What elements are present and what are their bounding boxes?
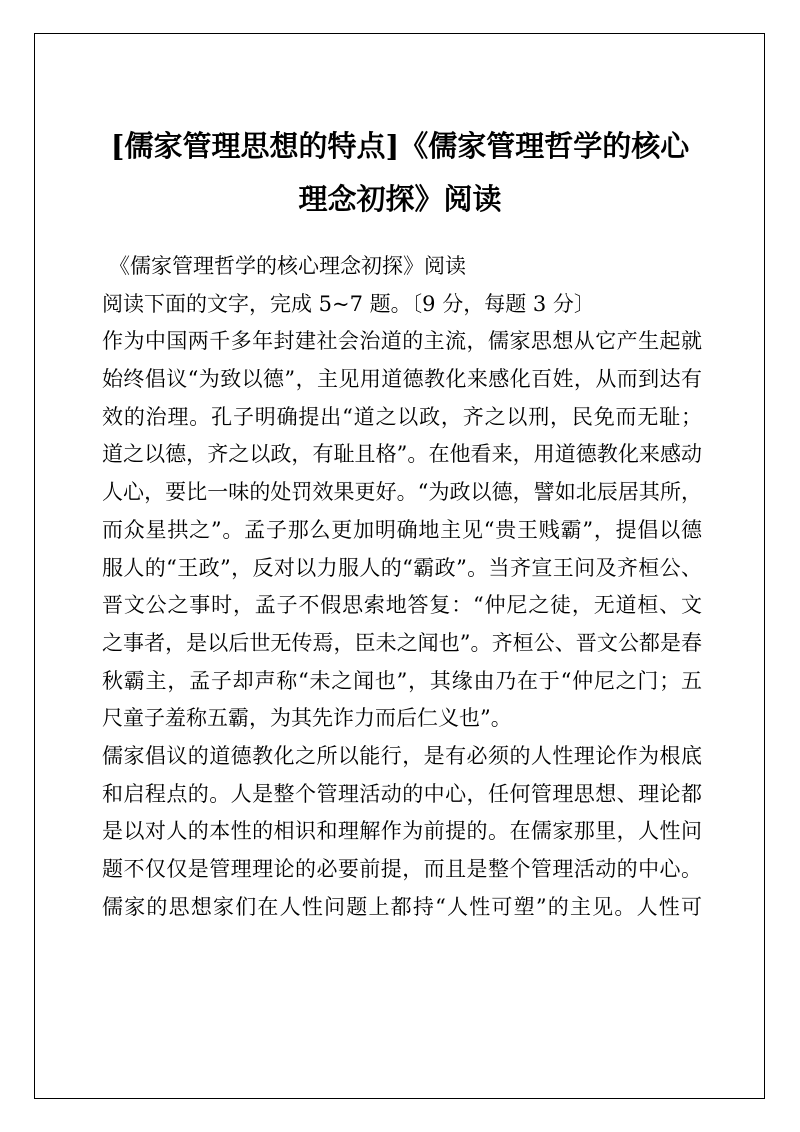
subtitle-line: 《儒家管理哲学的核心理念初探》阅读 (109, 254, 466, 278)
paragraph-line: 服人的“王政”，反对以力服人的“霸政”。当齐宣王问及齐桓公、 (102, 555, 702, 580)
paragraph-line: 效的治理。孔子明确提出“道之以政，齐之以刑，民免而无耻； (102, 404, 702, 429)
paragraph-line: 和启程点的。人是整个管理活动的中心，任何管理思想、理论都 (102, 781, 702, 806)
paragraph-line: 人心，要比一味的处罚效果更好。“为政以德，譬如北辰居其所， (102, 480, 702, 505)
paragraph-line: 始终倡议“为致以德”，主见用道德教化来感化百姓，从而到达有 (102, 367, 702, 392)
paragraph-line: 而众星拱之”。孟子那么更加明确地主见“贵王贱霸”，提倡以德 (102, 517, 702, 542)
document-body (102, 248, 702, 926)
paragraph-line: 作为中国两千多年封建社会治道的主流，儒家思想从它产生起就 (102, 329, 702, 354)
title-line-1: [儒家管理思想的特点]《儒家管理哲学的核心 (110, 129, 690, 163)
paragraph-line: 道之以德，齐之以政，有耻且格”。在他看来，用道德教化来感动 (102, 442, 702, 467)
paragraph-line: 晋文公之事时，孟子不假思索地答复：“仲尼之徒，无道桓、文 (102, 593, 702, 618)
paragraph-line: 尺童子羞称五霸，为其先诈力而后仁义也”。 (102, 706, 512, 731)
paragraph-line: 儒家的思想家们在人性问题上都持“人性可塑”的主见。人性可 (102, 894, 702, 919)
paragraph-line: 儒家倡议的道德教化之所以能行，是有必须的人性理论作为根底 (102, 743, 702, 768)
instruction-line: 阅读下面的文字，完成 5~7 题。〔9 分，每题 3 分〕 (102, 291, 595, 316)
paragraph-line: 秋霸主，孟子却声称“未之闻也”，其缘由乃在于“仲尼之门；五 (102, 668, 702, 693)
document-title (60, 120, 740, 226)
title-line-2: 理念初探》阅读 (298, 182, 502, 216)
paragraph-line: 题不仅仅是管理理论的必要前提，而且是整个管理活动的中心。 (102, 857, 702, 881)
paragraph-line: 是以对人的本性的相识和理解作为前提的。在儒家那里，人性问 (102, 819, 702, 844)
paragraph-line: 之事者，是以后世无传焉，臣未之闻也”。齐桓公、晋文公都是春 (102, 630, 702, 655)
